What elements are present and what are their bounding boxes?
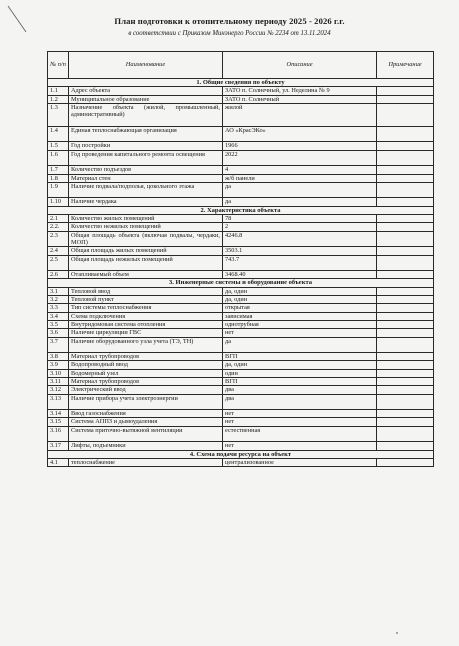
row-desc: ВГП — [223, 353, 377, 361]
row-note — [377, 377, 434, 385]
section-header — [48, 206, 434, 214]
row-name: Год постройки — [69, 142, 223, 150]
table-row — [48, 198, 434, 206]
table-row — [48, 182, 434, 198]
row-desc: да, один — [223, 296, 377, 304]
row-name: Единая теплоснабжающая организация — [69, 126, 223, 142]
table-row — [48, 353, 434, 361]
row-num: 2.5 — [48, 255, 69, 271]
row-num: 1.6 — [48, 150, 69, 166]
row-note — [377, 369, 434, 377]
row-note — [377, 166, 434, 174]
row-note — [377, 386, 434, 394]
row-desc: однотрубная — [223, 320, 377, 328]
row-num: 4.1 — [48, 458, 69, 466]
row-note — [377, 87, 434, 95]
row-num: 3.7 — [48, 337, 69, 353]
table-row — [48, 377, 434, 385]
table-row — [48, 215, 434, 223]
row-num: 3.13 — [48, 394, 69, 410]
table-row — [48, 142, 434, 150]
row-num: 1.2 — [48, 95, 69, 103]
row-name: теплоснабжение — [69, 458, 223, 466]
document-title: План подготовки к отопительному периоду 2025 - 2026 г.г. — [114, 16, 345, 26]
table-row — [48, 95, 434, 103]
section-header — [48, 79, 434, 87]
table-row — [48, 394, 434, 410]
row-desc: 2022 — [223, 150, 377, 166]
row-name: Тип системы теплоснабжения — [69, 304, 223, 312]
row-num: 1.5 — [48, 142, 69, 150]
scan-speck — [396, 632, 398, 634]
table-row — [48, 337, 434, 353]
row-note — [377, 296, 434, 304]
row-name: Система приточно-вытяжной вентиляции — [69, 426, 223, 442]
row-name: Водопроводный ввод — [69, 361, 223, 369]
row-desc: открытая — [223, 304, 377, 312]
section-title: 4. Схема подачи ресурса на объект — [48, 450, 434, 458]
table-row — [48, 247, 434, 255]
row-name: Количество нежилых помещений — [69, 223, 223, 231]
row-desc: жилой — [223, 103, 377, 126]
row-name: Схема подключения — [69, 312, 223, 320]
row-desc: 3503.1 — [223, 247, 377, 255]
row-desc: два — [223, 386, 377, 394]
table-row — [48, 312, 434, 320]
row-note — [377, 150, 434, 166]
row-note — [377, 103, 434, 126]
row-note — [377, 247, 434, 255]
row-desc: естественная — [223, 426, 377, 442]
row-desc: ЗАТО п. Солнечный, ул. Неделина № 9 — [223, 87, 377, 95]
row-name: Тепловой ввод — [69, 287, 223, 295]
section-header — [48, 279, 434, 287]
section-title: 3. Инженерные системы и оборудование объекта — [48, 279, 434, 287]
row-note — [377, 255, 434, 271]
row-name: Материал стен — [69, 174, 223, 182]
row-name: Водомерный узел — [69, 369, 223, 377]
row-name: Наличие прибора учета электроэнергии — [69, 394, 223, 410]
row-name: Наличие оборудованного узла учета (ТЭ, ТН) — [69, 337, 223, 353]
section-header — [48, 450, 434, 458]
row-note — [377, 287, 434, 295]
row-name: Система АППЗ и дымоудаления — [69, 418, 223, 426]
table-row — [48, 320, 434, 328]
row-num: 1.1 — [48, 87, 69, 95]
row-note — [377, 394, 434, 410]
row-desc: 1966 — [223, 142, 377, 150]
row-num: 1.7 — [48, 166, 69, 174]
row-num: 2.4 — [48, 247, 69, 255]
table-row — [48, 287, 434, 295]
table-row — [48, 174, 434, 182]
table-row — [48, 150, 434, 166]
row-name: Внутридомовая система отопления — [69, 320, 223, 328]
row-desc: зависимая — [223, 312, 377, 320]
row-note — [377, 458, 434, 466]
row-desc: да, один — [223, 361, 377, 369]
row-note — [377, 361, 434, 369]
row-desc: нет — [223, 329, 377, 337]
row-num: 3.5 — [48, 320, 69, 328]
row-name: Наличие чердака — [69, 198, 223, 206]
row-num: 1.3 — [48, 103, 69, 126]
row-desc: да — [223, 198, 377, 206]
row-desc: АО «КрасЭКо» — [223, 126, 377, 142]
row-desc: два — [223, 394, 377, 410]
table-row — [48, 426, 434, 442]
table-row — [48, 386, 434, 394]
row-num: 3.3 — [48, 304, 69, 312]
row-note — [377, 426, 434, 442]
row-num: 3.11 — [48, 377, 69, 385]
row-name: Количество жилых помещений — [69, 215, 223, 223]
table-row — [48, 304, 434, 312]
row-num: 2.1 — [48, 215, 69, 223]
row-name: Электрический ввод — [69, 386, 223, 394]
row-num: 2.2. — [48, 223, 69, 231]
table-row — [48, 410, 434, 418]
row-note — [377, 174, 434, 182]
row-num: 1.10 — [48, 198, 69, 206]
row-note — [377, 198, 434, 206]
section-title: 1. Общие сведения по объекту — [48, 79, 434, 87]
table-row — [48, 458, 434, 466]
row-desc: централизованное — [223, 458, 377, 466]
row-desc: 4246.8 — [223, 231, 377, 247]
row-name: Муниципальное образование — [69, 95, 223, 103]
header-desc: Описание — [223, 52, 377, 79]
row-note — [377, 329, 434, 337]
row-num: 3.17 — [48, 442, 69, 450]
row-name: Лифты, подъемники — [69, 442, 223, 450]
table-row — [48, 442, 434, 450]
row-name: Тепловой пункт — [69, 296, 223, 304]
row-note — [377, 126, 434, 142]
row-desc: 2 — [223, 223, 377, 231]
row-desc: да — [223, 182, 377, 198]
table-row — [48, 418, 434, 426]
row-note — [377, 442, 434, 450]
table-row — [48, 296, 434, 304]
row-note — [377, 223, 434, 231]
row-note — [377, 312, 434, 320]
row-desc: 4 — [223, 166, 377, 174]
table-row — [48, 361, 434, 369]
row-name: Материал трубопроводов — [69, 353, 223, 361]
row-name: Наличие циркуляции ГВС — [69, 329, 223, 337]
row-num: 2.3 — [48, 231, 69, 247]
row-desc: ВГП — [223, 377, 377, 385]
row-desc: да, один — [223, 287, 377, 295]
table-row — [48, 223, 434, 231]
table-row — [48, 329, 434, 337]
row-note — [377, 95, 434, 103]
preparation-plan-table — [47, 51, 434, 467]
row-num: 3.9 — [48, 361, 69, 369]
row-desc: да — [223, 337, 377, 353]
row-num: 3.4 — [48, 312, 69, 320]
row-num: 3.10 — [48, 369, 69, 377]
document-subtitle: в соответствии с Приказом Минэнерго России № 2234 от 13.11.2024 — [128, 30, 331, 37]
row-num: 3.14 — [48, 410, 69, 418]
header-num: № п/п — [48, 52, 69, 79]
row-num: 3.15 — [48, 418, 69, 426]
row-desc: нет — [223, 442, 377, 450]
row-note — [377, 337, 434, 353]
row-desc: 78 — [223, 215, 377, 223]
row-desc: ж/б панели — [223, 174, 377, 182]
row-desc: один — [223, 369, 377, 377]
row-desc: 3468.40 — [223, 271, 377, 279]
header-note: Примечание — [377, 52, 434, 79]
section-title: 2. Характеристика объекта — [48, 206, 434, 214]
row-name: Общая площадь объекта (включая подвалы, чердаки, МОП) — [69, 231, 223, 247]
row-num: 3.6 — [48, 329, 69, 337]
row-num: 3.12 — [48, 386, 69, 394]
table-row — [48, 166, 434, 174]
row-num: 1.4 — [48, 126, 69, 142]
row-desc: нет — [223, 418, 377, 426]
row-note — [377, 418, 434, 426]
row-num: 3.16 — [48, 426, 69, 442]
row-note — [377, 271, 434, 279]
table-row — [48, 255, 434, 271]
table-row — [48, 231, 434, 247]
row-name: Назначение объекта (жилой, промышленный, административный) — [69, 103, 223, 126]
table-row — [48, 271, 434, 279]
row-name: Общая площадь жилых помещений — [69, 247, 223, 255]
row-num: 3.8 — [48, 353, 69, 361]
row-note — [377, 231, 434, 247]
row-name: Год проведения капитального ремонта освещения — [69, 150, 223, 166]
row-name: Материал трубопроводов — [69, 377, 223, 385]
row-note — [377, 410, 434, 418]
row-note — [377, 320, 434, 328]
row-num: 3.2 — [48, 296, 69, 304]
row-name: Ввод газоснабжения — [69, 410, 223, 418]
table-row — [48, 87, 434, 95]
header-name: Наименование — [69, 52, 223, 79]
row-desc: 743.7 — [223, 255, 377, 271]
table-row — [48, 369, 434, 377]
row-note — [377, 215, 434, 223]
row-num: 1.8 — [48, 174, 69, 182]
row-desc: ЗАТО п. Солнечный — [223, 95, 377, 103]
row-name: Адрес объекта — [69, 87, 223, 95]
row-name: Отапливаемый объем — [69, 271, 223, 279]
row-num: 2.6 — [48, 271, 69, 279]
row-note — [377, 353, 434, 361]
table-header-row — [48, 52, 434, 79]
table-row — [48, 126, 434, 142]
table-row — [48, 103, 434, 126]
row-num: 3.1 — [48, 287, 69, 295]
row-num: 1.9 — [48, 182, 69, 198]
row-name: Наличие подвала/подполья, цокольного этажа — [69, 182, 223, 198]
row-name: Количество подъездов — [69, 166, 223, 174]
row-note — [377, 304, 434, 312]
row-note — [377, 142, 434, 150]
row-note — [377, 182, 434, 198]
row-name: Общая площадь нежилых помещений — [69, 255, 223, 271]
row-desc: нет — [223, 410, 377, 418]
